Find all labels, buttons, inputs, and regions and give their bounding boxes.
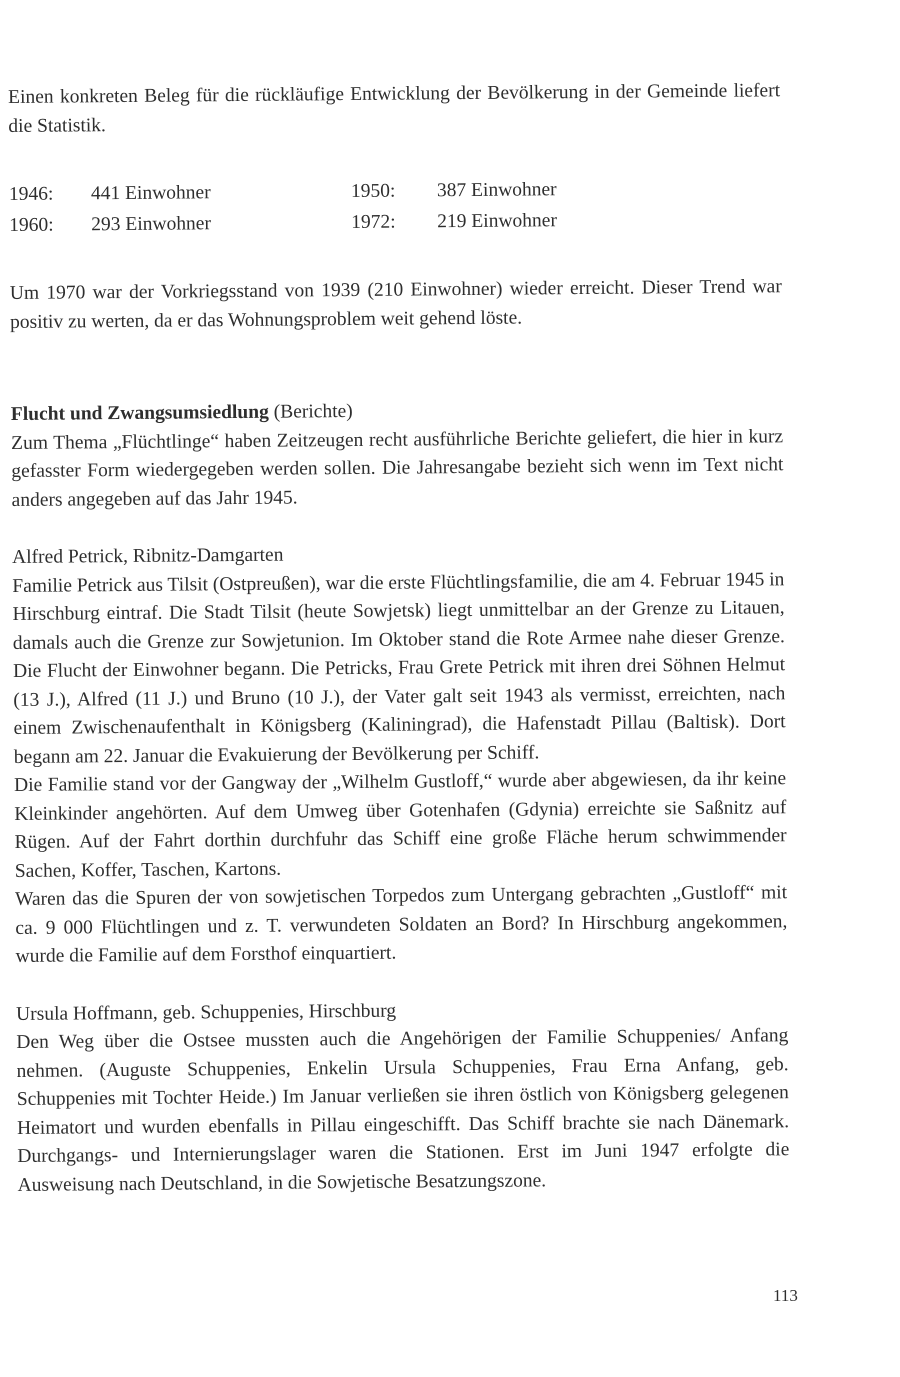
page-number: 113	[773, 1286, 798, 1305]
trend-paragraph: Um 1970 war der Vorkriegsstand von 1939 (210 Einwohner) wieder erreicht. Dieser Trend war positiv zu werten, da er das Wohnungsproblem weit gehend löste.	[9, 276, 782, 333]
report-paragraph: Waren das die Spuren der von sowjetischen Torpedos zum Untergang gebrachten „Gustloff“ mit ca. 9 000 Flüchtlingen und z. T. verwundeten Soldaten an Bord? In Hirschburg angekommen, wurde die Familie auf dem Forsthof einquartiert.	[15, 882, 788, 967]
page-body	[8, 77, 790, 1200]
section-flucht	[11, 394, 784, 515]
report-petrick	[12, 537, 788, 971]
stat-year: 1950:	[350, 180, 396, 203]
report-paragraph: Familie Petrick aus Tilsit (Ostpreußen), war die erste Flüchtlingsfamilie, die am 4. Februar 1945 in Hirschburg eintraf. Die Stadt Tilsit (heute Sowjetsk) liegt unmittelbar an der Grenze zu Litauen, damals auch die Grenze zur Sowjetunion. Im Oktober stand die Rote Armee nahe dieser Grenze. Die Flucht der Einwohner begann. Die Petricks, Frau Grete Petrick mit ihren drei Söhnen Helmut (13 J.), Alfred (11 J.) und Bruno (10 J.), der Vater galt seit 1943 als vermisst, erreichten, nach einem Zwischenaufenthalt in Königsberg (Kaliningrad), die Hafenstadt Pillau (Baltisk). Dort begann am 22. Januar die Evakuierung der Bevölkerung per Schiff.	[12, 568, 786, 768]
report-paragraph: Die Familie stand vor der Gangway der „Wilhelm Gustloff,“ wurde aber abgewiesen, da ihr keine Kleinkinder angehörten. Auf dem Umweg über Gotenhafen (Gdynia) erreichte sie Saßnitz auf Rügen. Auf der Fahrt dorthin durchfuhr das Schiff eine große Fläche herum schwimmender Sachen, Koffer, Taschen, Kartons.	[14, 768, 787, 882]
stat-year: 1960:	[9, 214, 54, 236]
intro-paragraph: Einen konkreten Beleg für die rückläufige Entwicklung der Bevölkerung in der Gemeinde liefert die Statistik.	[8, 80, 781, 137]
section-heading: Flucht und Zwangsumsiedlung	[10, 401, 269, 425]
report-author: Ursula Hoffmann, geb. Schuppenies, Hirschburg	[16, 1000, 397, 1025]
section-heading-note: (Berichte)	[273, 401, 353, 423]
stat-year: 1972:	[351, 211, 396, 233]
stat-population: 219 Einwohner	[437, 209, 557, 232]
stat-year: 1946:	[8, 183, 54, 205]
report-paragraph: Den Weg über die Ostsee mussten auch die Angehörigen der Familie Schuppenies/ Anfang nehmen. (Auguste Schuppenies, Enkelin Ursula Schuppenies, Frau Erna Anfang, geb. Schuppenies mit Tochter Heide.) Im Januar verließen sie ihren östlich von Königsberg gelegenen Heimatort und wurden ebenfalls in Pillau eingeschifft. Das Schiff brachte sie nach Dänemark. Durchgangs- und Internierungslager waren die Stationen. Erst im Juni 1947 erfolgte die Ausweisung nach Deutschland, in die Sowjetische Besatzungszone.	[16, 1025, 790, 1196]
report-author: Alfred Petrick, Ribnitz-Damgarten	[12, 544, 284, 568]
report-hoffmann	[16, 994, 790, 1200]
population-statistics	[9, 174, 781, 240]
stat-population: 387 Einwohner	[436, 179, 557, 202]
section-intro: Zum Thema „Flüchtlinge“ haben Zeitzeugen recht ausführliche Berichte geliefert, die hier in kurz gefasster Form wiedergegeben werden sollen. Die Jahresangabe bezieht sich wenn im Text nicht anders angegeben auf das Jahr 1945.	[11, 425, 784, 511]
stat-population: 293 Einwohner	[91, 212, 212, 235]
stat-population: 441 Einwohner	[90, 182, 211, 205]
